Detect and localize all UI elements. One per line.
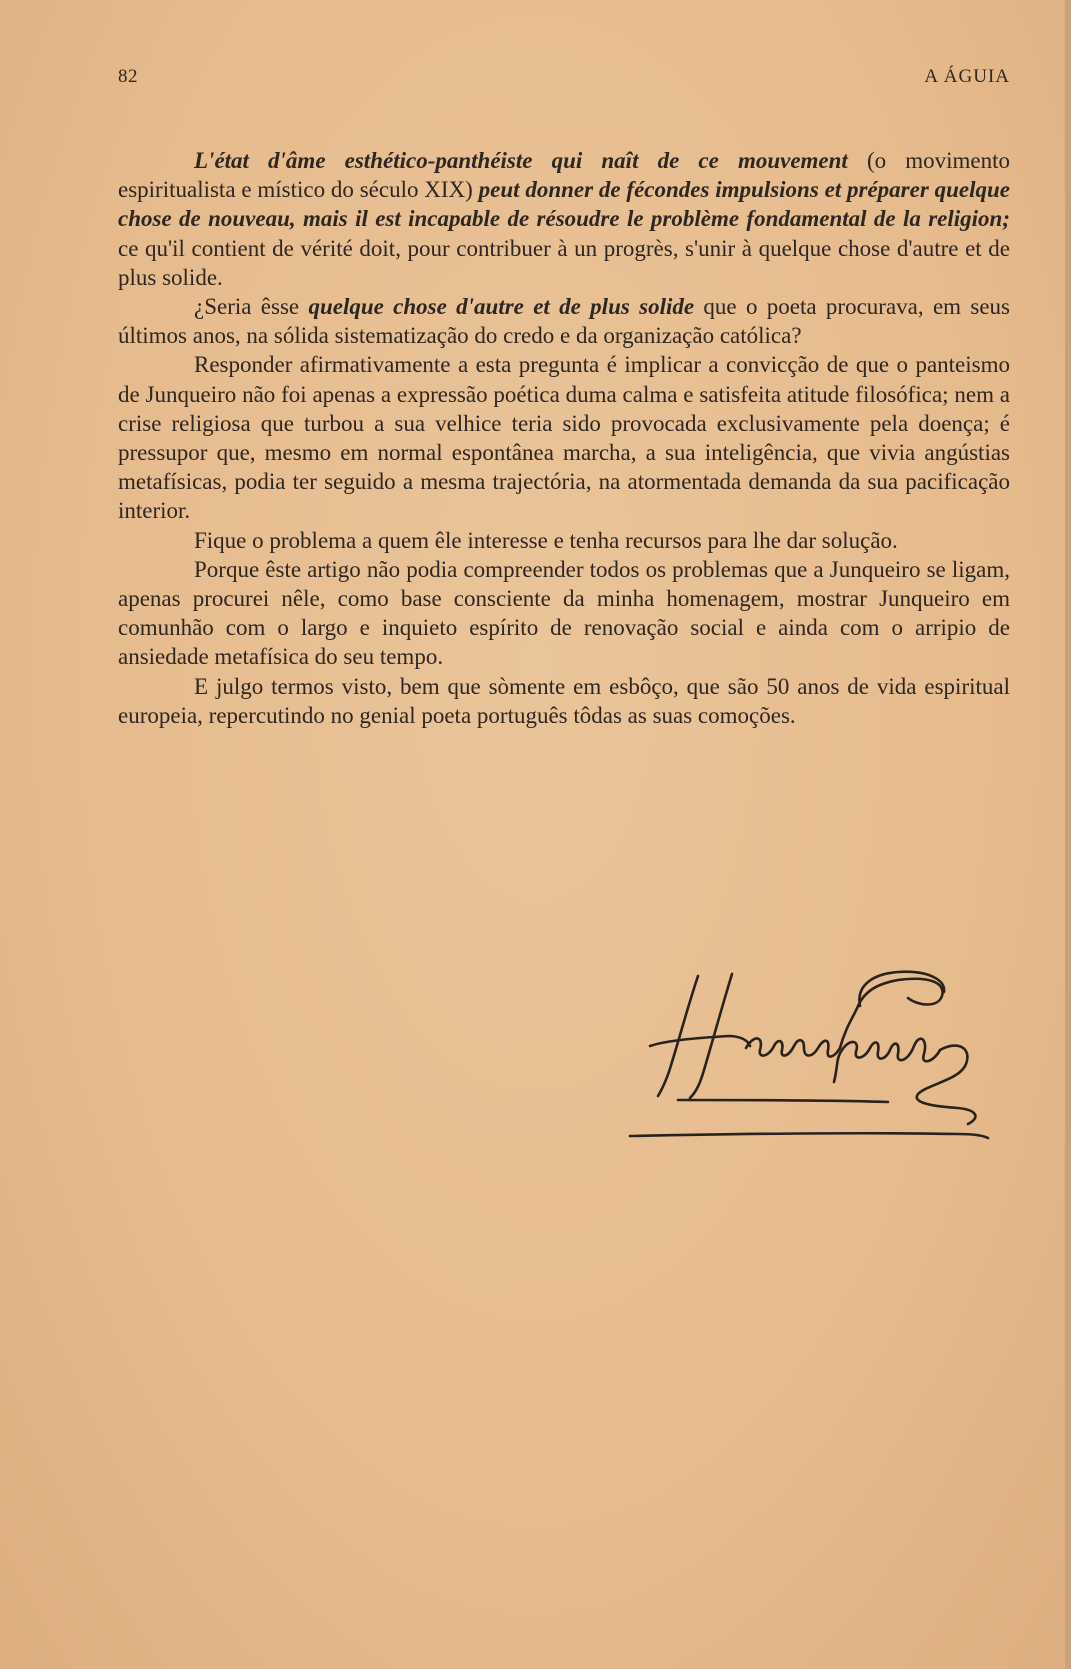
paragraph-text: Porque êste artigo não podia compreender todos os problemas que a Junqueiro se ligam, apenas procurei nêle, como base consciente da minha homenagem, mostrar Junqueiro em comunhão com o largo e inquieto espírito de renovação social e ainda com o arripio de ansiedade metafísica do seu tempo. [118, 556, 1010, 670]
paragraph [118, 555, 1010, 672]
author-signature [628, 966, 1010, 1146]
paragraph-text: ce qu'il contient de vérité doit, pour contribuer à un progrès, s'unir à quelque chose d'autre et de plus solide. [118, 235, 1010, 290]
article-body [118, 146, 1010, 730]
paragraph-text: Responder afirmativamente a esta pregunta é implicar a convicção de que o panteismo de Junqueiro não foi apenas a expressão poética duma calma e satisfeita atitude filosófica; nem a crise religiosa que turbou a sua velhice teria sido provocada exclusivamente pela doença; é pressupor que, mesmo em normal espontânea marcha, a sua inteligência, que vivia angústias metafísicas, podia ter seguido a mesma trajectória, na atormentada demanda da sua pacificação interior. [118, 352, 1010, 524]
running-header [118, 66, 1010, 96]
paragraph [118, 146, 1010, 292]
paragraph [118, 526, 1010, 555]
french-quotation: quelque chose d'autre et de plus solide [308, 294, 695, 320]
page-number: 82 [118, 66, 138, 87]
paragraph-text: ¿Seria êsse [194, 294, 309, 320]
page-edge-shadow [1065, 0, 1071, 1669]
paragraph [118, 672, 1010, 730]
french-quotation: L'état d'âme esthético-panthéiste qui naît de ce mouvement [194, 148, 848, 173]
paragraph-text: que o poeta procurava, em seus últimos anos, na sólida sistematização do credo e da organização católica? [118, 294, 1010, 349]
paragraph-text: (o movimento espiritualista e místico do século XIX) [118, 148, 1010, 203]
journal-title: A ÁGUIA [924, 66, 1010, 87]
paragraph [118, 350, 1010, 525]
handwritten-signature [628, 966, 1010, 1146]
paragraph-text: E julgo termos visto, bem que sòmente em esbôço, que são 50 anos de vida espiritual europeia, repercutindo no genial poeta português tôdas as suas comoções. [118, 673, 1010, 728]
french-quotation: peut donner de fécondes impulsions et préparer quelque chose de nouveau, mais il est incapable de résoudre le problème fondamental de la religion; [118, 177, 1010, 232]
paragraph [118, 292, 1010, 350]
paragraph-text: Fique o problema a quem êle interesse e tenha recursos para lhe dar solução. [194, 527, 898, 553]
